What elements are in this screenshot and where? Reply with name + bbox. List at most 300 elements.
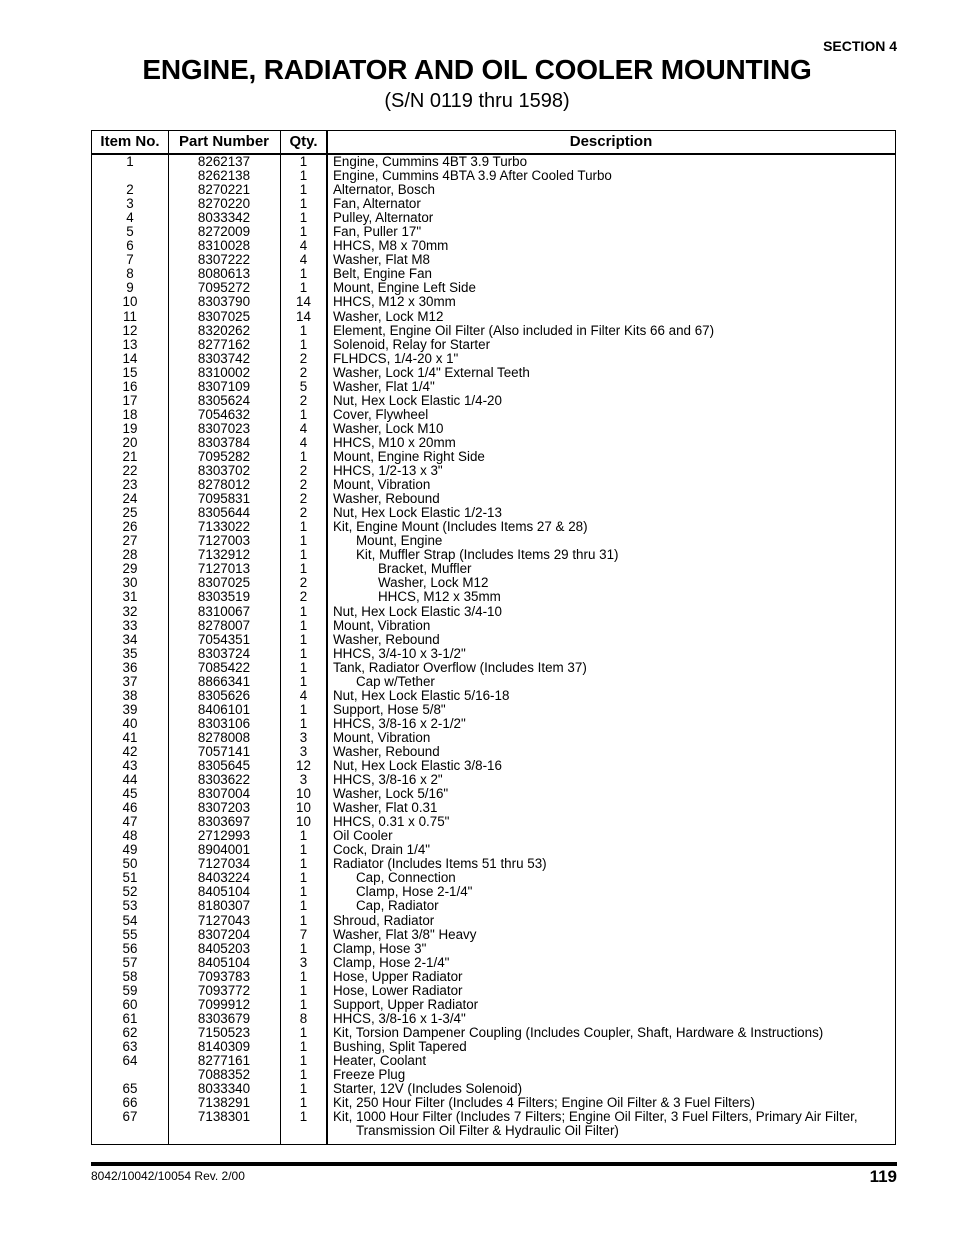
description: Engine, Cummins 4BT 3.9 Turbo (333, 154, 528, 169)
description: Transmission Oil Filter & Hydraulic Oil Filter) (356, 1123, 619, 1139)
item-number: 3 (126, 196, 134, 212)
quantity: 2 (299, 350, 308, 366)
item-number: 66 (122, 1095, 138, 1111)
description: Nut, Hex Lock Elastic 3/8-16 (333, 758, 502, 774)
page-title: ENGINE, RADIATOR AND OIL COOLER MOUNTING (142, 54, 812, 85)
description: Washer, Lock 1/4" External Teeth (333, 364, 530, 380)
part-number: 7093772 (197, 982, 251, 998)
quantity: 1 (299, 336, 308, 352)
item-number: 56 (122, 940, 138, 956)
item-number: 9 (126, 280, 134, 296)
description: Nut, Hex Lock Elastic 1/4-20 (333, 392, 502, 408)
table-row (92, 717, 895, 731)
table-row (92, 506, 895, 520)
description: Cap w/Tether (356, 673, 435, 689)
part-number: 8305626 (197, 687, 251, 703)
description: Nut, Hex Lock Elastic 3/4-10 (333, 603, 502, 619)
part-number: 7133022 (197, 519, 251, 535)
description: Support, Upper Radiator (333, 996, 479, 1012)
part-number: 8270221 (197, 182, 251, 198)
page-number: 119 (869, 1167, 897, 1186)
item-number: 65 (122, 1081, 138, 1097)
description: Freeze Plug (333, 1067, 406, 1083)
quantity: 1 (299, 870, 308, 886)
description: Washer, Flat M8 (333, 252, 430, 268)
description: Clamp, Hose 3" (333, 940, 427, 956)
part-number: 8307023 (197, 420, 251, 436)
part-number: 7095831 (197, 491, 251, 507)
description: Mount, Vibration (333, 617, 431, 633)
item-number: 63 (122, 1038, 138, 1054)
description: Clamp, Hose 2-1/4" (333, 954, 450, 970)
part-number: 8080613 (197, 266, 251, 282)
quantity: 2 (299, 505, 308, 521)
description: Kit, Engine Mount (Includes Items 27 & 28) (333, 519, 588, 535)
table-row (92, 871, 895, 885)
quantity: 2 (299, 589, 308, 605)
table-row (92, 661, 895, 675)
quantity: 3 (299, 772, 308, 788)
description: HHCS, M10 x 20mm (333, 434, 456, 450)
table-row (92, 970, 895, 984)
part-number: 8278007 (197, 617, 251, 633)
table-row (92, 281, 895, 295)
table-row (92, 689, 895, 703)
item-number: 58 (122, 968, 138, 984)
part-number: 7099912 (197, 996, 251, 1012)
table-row (92, 520, 895, 534)
description: HHCS, 0.31 x 0.75" (333, 814, 450, 830)
quantity: 1 (299, 982, 308, 998)
description: Washer, Rebound (333, 743, 440, 759)
part-number: 7088352 (197, 1067, 251, 1083)
part-number: 8303742 (197, 350, 251, 366)
parts-table (91, 130, 896, 1145)
table-row (92, 914, 895, 928)
description: Mount, Vibration (333, 729, 431, 745)
table-row (92, 633, 895, 647)
item-number: 14 (122, 350, 138, 366)
description: Oil Cooler (333, 828, 393, 844)
table-row (92, 801, 895, 815)
part-number: 7095272 (197, 280, 251, 296)
part-number: 8303784 (197, 434, 251, 450)
item-number: 8 (126, 266, 134, 282)
section-label: SECTION 4 (823, 38, 897, 54)
table-row (92, 1026, 895, 1040)
description: Radiator (Includes Items 51 thru 53) (333, 856, 547, 872)
part-number: 7127013 (197, 561, 251, 577)
part-number: 8307004 (197, 786, 251, 802)
item-number: 51 (122, 870, 138, 886)
part-number: 8262138 (197, 168, 251, 184)
item-number: 36 (122, 659, 138, 675)
table-row (92, 1110, 895, 1124)
quantity: 1 (299, 561, 308, 577)
item-number: 59 (122, 982, 138, 998)
table-row (92, 253, 895, 267)
quantity: 1 (299, 196, 308, 212)
document-number: 8042/10042/10054 Rev. 2/00 (91, 1169, 245, 1183)
description: Washer, Flat 0.31 (333, 800, 438, 816)
description: HHCS, 3/8-16 x 2" (333, 772, 443, 788)
table-row (92, 590, 895, 604)
item-number: 7 (126, 252, 134, 268)
part-number: 8405104 (197, 954, 251, 970)
quantity: 1 (299, 168, 308, 184)
table-row (92, 1040, 895, 1054)
part-number: 7138301 (197, 1109, 251, 1125)
quantity: 10 (296, 800, 311, 816)
quantity: 1 (299, 617, 308, 633)
quantity: 1 (299, 154, 308, 169)
description: Kit, Torsion Dampener Coupling (Includes Coupler, Shaft, Hardware & Instructions) (333, 1024, 824, 1040)
part-number: 8270220 (197, 196, 251, 212)
part-number: 7127003 (197, 533, 251, 549)
item-number: 49 (122, 842, 138, 858)
quantity: 5 (299, 378, 308, 394)
quantity: 1 (299, 322, 308, 338)
description: Mount, Vibration (333, 477, 431, 493)
item-number: 57 (122, 954, 138, 970)
table-row (92, 225, 895, 239)
table-row (92, 534, 895, 548)
part-number: 8303702 (197, 463, 251, 479)
part-number: 8303697 (197, 814, 251, 830)
description: Washer, Rebound (333, 631, 440, 647)
quantity: 1 (299, 715, 308, 731)
description: Support, Hose 5/8" (333, 701, 446, 717)
quantity: 2 (299, 392, 308, 408)
item-number: 47 (122, 814, 138, 830)
table-row (92, 619, 895, 633)
item-number: 55 (122, 926, 138, 942)
table-row (92, 169, 895, 183)
quantity: 1 (299, 448, 308, 464)
quantity: 1 (299, 406, 308, 422)
item-number: 46 (122, 800, 138, 816)
part-number: 8303679 (197, 1010, 251, 1026)
table-row (92, 464, 895, 478)
description: HHCS, M12 x 30mm (333, 294, 456, 310)
quantity: 1 (299, 1109, 308, 1125)
quantity: 1 (299, 547, 308, 563)
quantity: 3 (299, 729, 308, 745)
part-number: 7127043 (197, 912, 251, 928)
table-row (92, 211, 895, 225)
part-number: 8303106 (197, 715, 251, 731)
item-number: 1 (126, 154, 134, 169)
quantity: 10 (296, 814, 311, 830)
quantity: 2 (299, 477, 308, 493)
table-row (92, 998, 895, 1012)
table-row (92, 1124, 895, 1138)
table-row (92, 394, 895, 408)
item-number: 16 (122, 378, 138, 394)
description: Hose, Upper Radiator (333, 968, 463, 984)
part-number: 8403224 (197, 870, 251, 886)
quantity: 14 (296, 294, 311, 310)
part-number: 8278012 (197, 477, 251, 493)
table-row (92, 787, 895, 801)
item-number: 24 (122, 491, 138, 507)
table-row (92, 380, 895, 394)
quantity: 4 (299, 434, 308, 450)
table-row (92, 899, 895, 913)
quantity: 1 (299, 659, 308, 675)
part-number: 7093783 (197, 968, 251, 984)
quantity: 4 (299, 420, 308, 436)
item-number: 26 (122, 519, 138, 535)
description: Washer, Lock M12 (333, 308, 444, 324)
quantity: 1 (299, 1095, 308, 1111)
col-header-qty: Qty. (289, 133, 318, 150)
footer-divider (91, 1162, 897, 1166)
part-number: 8305645 (197, 758, 251, 774)
quantity: 1 (299, 996, 308, 1012)
description: Solenoid, Relay for Starter (333, 336, 491, 352)
item-number: 13 (122, 336, 138, 352)
item-number: 28 (122, 547, 138, 563)
item-number: 54 (122, 912, 138, 928)
description: Engine, Cummins 4BTA 3.9 After Cooled Turbo (333, 168, 612, 184)
table-row (92, 478, 895, 492)
table-row (92, 942, 895, 956)
quantity: 2 (299, 491, 308, 507)
item-number: 53 (122, 898, 138, 914)
quantity: 2 (299, 364, 308, 380)
description: Tank, Radiator Overflow (Includes Item 37) (333, 659, 587, 675)
table-row (92, 956, 895, 970)
quantity: 10 (296, 786, 311, 802)
table-row (92, 366, 895, 380)
item-number: 18 (122, 406, 138, 422)
quantity: 1 (299, 182, 308, 198)
quantity: 14 (296, 308, 311, 324)
table-row (92, 492, 895, 506)
part-number: 7150523 (197, 1024, 251, 1040)
item-number: 67 (122, 1109, 138, 1125)
item-number: 35 (122, 645, 138, 661)
part-number: 8307204 (197, 926, 251, 942)
description: Cock, Drain 1/4" (333, 842, 431, 858)
item-number: 48 (122, 828, 138, 844)
description: Fan, Puller 17" (333, 224, 422, 240)
quantity: 4 (299, 687, 308, 703)
part-number: 8320262 (197, 322, 251, 338)
description: Mount, Engine Left Side (333, 280, 476, 296)
part-number: 8262137 (197, 154, 251, 169)
quantity: 1 (299, 673, 308, 689)
table-row (92, 843, 895, 857)
description: Kit, 1000 Hour Filter (Includes 7 Filters; Engine Oil Filter, 3 Fuel Filters, Primary Air Filter, (333, 1109, 858, 1125)
description: Cap, Connection (356, 870, 456, 886)
table-row (92, 548, 895, 562)
quantity: 1 (299, 210, 308, 226)
part-number: 8305644 (197, 505, 251, 521)
item-number: 60 (122, 996, 138, 1012)
description: HHCS, 3/4-10 x 3-1/2" (333, 645, 466, 661)
quantity: 12 (296, 758, 311, 774)
item-number: 27 (122, 533, 138, 549)
description: Washer, Lock M10 (333, 420, 444, 436)
table-row (92, 324, 895, 338)
quantity: 1 (299, 701, 308, 717)
description: Washer, Lock M12 (378, 575, 489, 591)
table-row (92, 310, 895, 324)
item-number: 15 (122, 364, 138, 380)
description: Cap, Radiator (356, 898, 439, 914)
description: Pulley, Alternator (333, 210, 434, 226)
page-subtitle: (S/N 0119 thru 1598) (384, 90, 570, 112)
part-number: 8303519 (197, 589, 251, 605)
table-row (92, 731, 895, 745)
quantity: 1 (299, 266, 308, 282)
col-header-item-no: Item No. (100, 133, 160, 150)
description: Nut, Hex Lock Elastic 5/16-18 (333, 687, 510, 703)
item-number: 10 (122, 294, 138, 310)
part-number: 8277162 (197, 336, 251, 352)
description: Kit, 250 Hour Filter (Includes 4 Filters; Engine Oil Filter & 3 Fuel Filters) (333, 1095, 755, 1111)
part-number: 7057141 (197, 743, 251, 759)
table-row (92, 576, 895, 590)
part-number: 8866341 (197, 673, 251, 689)
table-row (92, 1082, 895, 1096)
table-row (92, 422, 895, 436)
table-row (92, 295, 895, 309)
table-row (92, 197, 895, 211)
quantity: 3 (299, 954, 308, 970)
description: HHCS, M12 x 35mm (378, 589, 501, 605)
table-row (92, 703, 895, 717)
description: Starter, 12V (Includes Solenoid) (333, 1081, 523, 1097)
quantity: 1 (299, 1081, 308, 1097)
description: HHCS, 3/8-16 x 1-3/4" (333, 1010, 466, 1026)
part-number: 8307203 (197, 800, 251, 816)
item-number: 32 (122, 603, 138, 619)
quantity: 1 (299, 1024, 308, 1040)
description: HHCS, M8 x 70mm (333, 238, 449, 254)
description: Nut, Hex Lock Elastic 1/2-13 (333, 505, 502, 521)
item-number: 52 (122, 884, 138, 900)
item-number: 42 (122, 743, 138, 759)
quantity: 2 (299, 463, 308, 479)
part-number: 2712993 (197, 828, 251, 844)
table-row (92, 239, 895, 253)
table-row (92, 829, 895, 843)
table-row (92, 1012, 895, 1026)
table-row (92, 1096, 895, 1110)
part-number: 8307025 (197, 308, 251, 324)
table-row (92, 1068, 895, 1082)
part-number: 7095282 (197, 448, 251, 464)
col-header-description: Description (569, 133, 653, 150)
item-number: 20 (122, 434, 138, 450)
quantity: 1 (299, 1053, 308, 1068)
part-number: 8305624 (197, 392, 251, 408)
description: Washer, Rebound (333, 491, 440, 507)
item-number: 22 (122, 463, 138, 479)
description: Belt, Engine Fan (333, 266, 433, 282)
quantity: 1 (299, 842, 308, 858)
part-number: 8140309 (197, 1038, 251, 1054)
table-row (92, 773, 895, 787)
item-number: 4 (126, 210, 134, 226)
item-number: 39 (122, 701, 138, 717)
description: Kit, Muffler Strap (Includes Items 29 thru 31) (356, 547, 619, 563)
description: Mount, Engine Right Side (333, 448, 485, 464)
quantity: 1 (299, 828, 308, 844)
part-number: 7054632 (197, 406, 251, 422)
table-row (92, 928, 895, 942)
table-row (92, 675, 895, 689)
table-row (92, 984, 895, 998)
part-number: 7085422 (197, 659, 251, 675)
item-number: 50 (122, 856, 138, 872)
table-row (92, 183, 895, 197)
quantity: 1 (299, 280, 308, 296)
quantity: 1 (299, 519, 308, 535)
part-number: 7054351 (197, 631, 251, 647)
table-body (92, 155, 895, 1138)
quantity: 8 (299, 1010, 308, 1026)
quantity: 1 (299, 1067, 308, 1083)
item-number: 19 (122, 420, 138, 436)
description: Shroud, Radiator (333, 912, 435, 928)
part-number: 8307222 (197, 252, 251, 268)
part-number: 8303622 (197, 772, 251, 788)
part-number: 8303724 (197, 645, 251, 661)
item-number: 64 (122, 1053, 138, 1068)
table-row (92, 267, 895, 281)
part-number: 8033342 (197, 210, 251, 226)
col-header-part-number: Part Number (178, 133, 270, 150)
quantity: 1 (299, 856, 308, 872)
description: Element, Engine Oil Filter (Also included in Filter Kits 66 and 67) (333, 322, 715, 338)
item-number: 62 (122, 1024, 138, 1040)
quantity: 1 (299, 645, 308, 661)
description: FLHDCS, 1/4-20 x 1" (333, 350, 459, 366)
part-number: 8277161 (197, 1053, 251, 1068)
part-number: 8307109 (197, 378, 251, 394)
part-number: 7127034 (197, 856, 251, 872)
table-row (92, 885, 895, 899)
quantity: 1 (299, 884, 308, 900)
table-row (92, 352, 895, 366)
part-number: 8406101 (197, 701, 251, 717)
table-row (92, 857, 895, 871)
item-number: 45 (122, 786, 138, 802)
item-number: 21 (122, 448, 138, 464)
table-header (92, 131, 895, 155)
part-number: 8180307 (197, 898, 251, 914)
item-number: 33 (122, 617, 138, 633)
quantity: 7 (299, 926, 308, 942)
part-number: 8272009 (197, 224, 251, 240)
description: Cover, Flywheel (333, 406, 429, 422)
item-number: 5 (126, 224, 134, 240)
quantity: 1 (299, 968, 308, 984)
description: Hose, Lower Radiator (333, 982, 463, 998)
item-number: 17 (122, 392, 138, 408)
table-row (92, 605, 895, 619)
item-number: 34 (122, 631, 138, 647)
table-row (92, 1054, 895, 1068)
item-number: 12 (122, 322, 138, 338)
description: Fan, Alternator (333, 196, 421, 212)
item-number: 38 (122, 687, 138, 703)
item-number: 41 (122, 729, 138, 745)
